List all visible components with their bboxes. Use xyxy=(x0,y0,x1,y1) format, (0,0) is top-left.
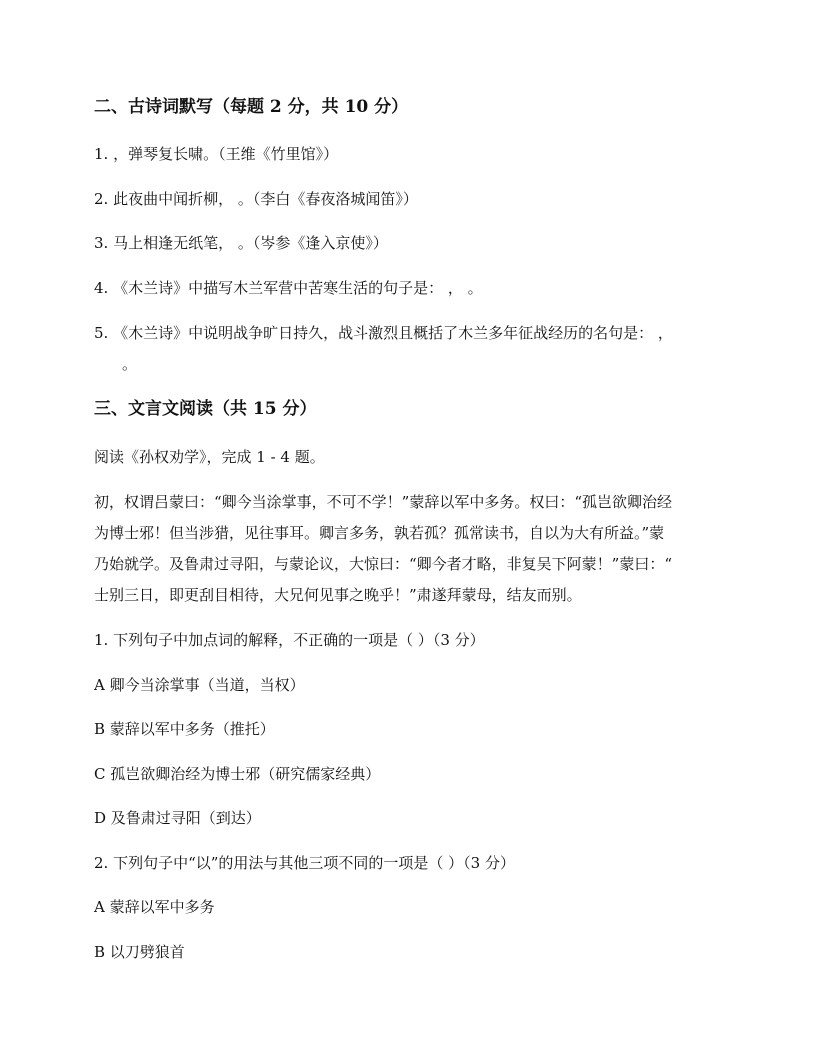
passage-line-4: 士别三日，即更刮目相待，大兄何见事之晚乎！”肃遂拜蒙母，结友而别。 xyxy=(94,586,582,604)
poetry-question-5: 5. 《木兰诗》中说明战争旷日持久，战斗激烈且概括了木兰多年征战经历的名句是： ， xyxy=(94,324,673,342)
poetry-question-1: 1. ，弹琴复长啸。（王维《竹里馆》） xyxy=(94,145,339,163)
question-1-option-d: D 及鲁肃过寻阳（到达） xyxy=(94,809,261,827)
reading-instruction: 阅读《孙权劝学》，完成 1 - 4 题。 xyxy=(94,448,325,466)
poetry-question-4: 4. 《木兰诗》中描写木兰军营中苦寒生活的句子是： ， 。 xyxy=(94,279,483,297)
question-1-option-c: C 孤岂欲卿治经为博士邪（研究儒家经典） xyxy=(94,765,381,783)
question-2-option-a: A 蒙辞以军中多务 xyxy=(94,898,215,916)
section-heading-poetry: 二、古诗词默写（每题 2 分，共 10 分） xyxy=(94,97,409,117)
question-2-option-b: B 以刀劈狼首 xyxy=(94,943,185,961)
poetry-question-3: 3. 马上相逢无纸笔， 。（岑参《逢入京使》） xyxy=(94,234,388,252)
question-2-stem: 2. 下列句子中“以”的用法与其他三项不同的一项是（ ）（3 分） xyxy=(94,854,515,872)
poetry-question-2: 2. 此夜曲中闻折柳， 。（李白《春夜洛城闻笛》） xyxy=(94,190,418,208)
question-1-option-a: A 卿今当涂掌事（当道，当权） xyxy=(94,676,305,694)
passage-line-2: 为博士邪！但当涉猎，见往事耳。卿言多务，孰若孤？孤常读书，自以为大有所益。”蒙 xyxy=(94,524,665,542)
section-heading-classical-reading: 三、文言文阅读（共 15 分） xyxy=(94,399,317,419)
passage-line-1: 初，权谓吕蒙曰：“卿今当涂掌事，不可不学！”蒙辞以军中多务。权曰：“孤岂欲卿治经 xyxy=(94,493,673,511)
question-1-option-b: B 蒙辞以军中多务（推托） xyxy=(94,720,275,738)
question-1-stem: 1. 下列句子中加点词的解释，不正确的一项是（ ）（3 分） xyxy=(94,631,485,649)
passage-line-3: 乃始就学。及鲁肃过寻阳，与蒙论议，大惊曰：“卿今者才略，非复吴下阿蒙！”蒙曰：“ xyxy=(94,555,673,573)
poetry-question-5-continuation: 。 xyxy=(122,355,138,373)
